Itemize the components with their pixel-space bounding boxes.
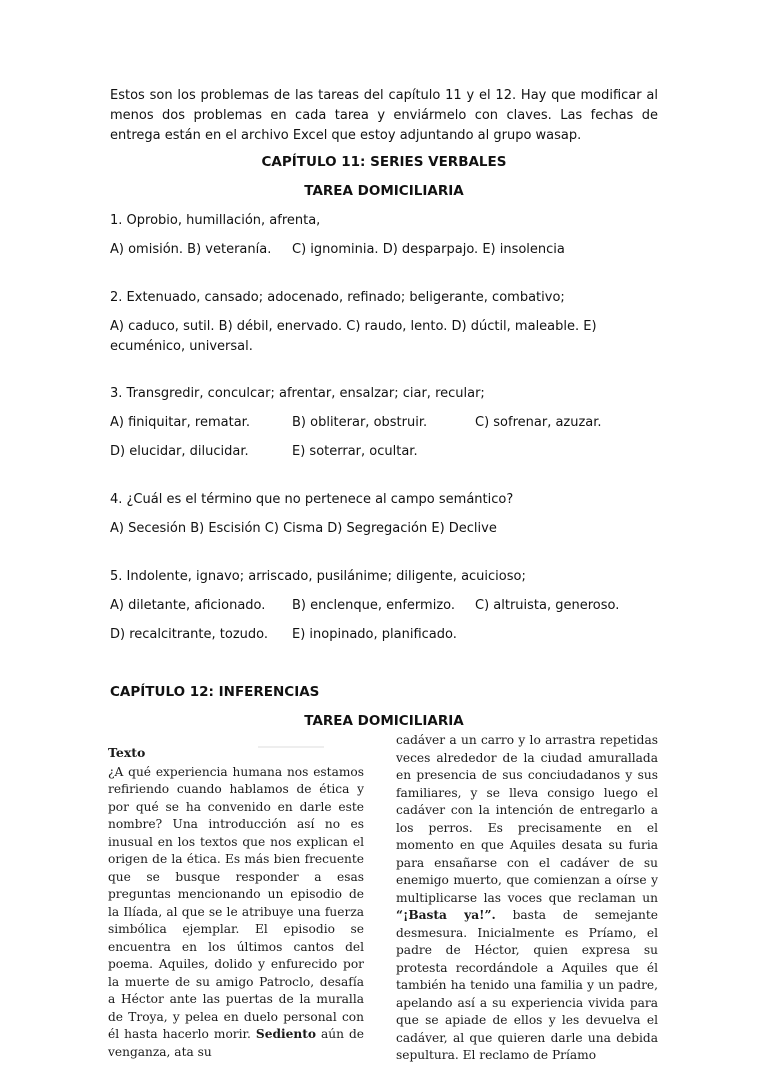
scan-left-text-a: ¿A qué experiencia humana nos estamos refiriendo cuando hablamos de ética y por qué se ha convenido en darle este nombre? Una introducción así no es inusual en los textos que nos explican el origen de la ética. Es más bien frecuente que se busque responder a esas preguntas mencionando un episodio de la Ilíada, al que se le atribuye una fuerza simbólica ejemplar. El episodio se encuentra en los últimos cantos del poema. Aquiles, dolido y enfurecido por la muerte de su amigo Patroclo, desafía a Héctor ante las puertas de la muralla de Troya, y pelea en duelo personal con él hasta hacerlo morir.	[108, 764, 364, 1041]
q3-option-a: A) finiquitar, rematar.	[110, 415, 250, 430]
q5-option-e: E) inopinado, planificado.	[292, 627, 457, 642]
scanned-text-left-column	[108, 744, 364, 1059]
chapter11-title: CAPÍTULO 11: SERIES VERBALES	[261, 154, 507, 170]
question-2: 2. Extenuado, cansado; adocenado, refinado; beligerante, combativo;	[110, 290, 565, 305]
q3-option-c: C) sofrenar, azuzar.	[475, 415, 602, 430]
q3-option-b: B) obliterar, obstruir.	[292, 415, 428, 430]
q5-option-d: D) recalcitrante, tozudo.	[110, 627, 268, 642]
scan-right-text-b: basta de semejante desmesura. Inicialmente es Príamo, el padre de Héctor, quien expresa su protesta recordándole a Aquiles que él también ha tenido una familia y un padre, apelando así a su experiencia vivida para que se apiade de ellos y les devuelva el cadáver, al que quieren darle una debida sepultura. El reclamo de Príamo	[396, 908, 658, 1062]
scan-right-bold: “¡Basta ya!”.	[396, 908, 496, 922]
scan-right-text-a: cadáver a un carro y lo arrastra repetidas veces alrededor de la ciudad amurallada en presencia de sus conciudadanos y sus familiares, y se lleva consigo luego el cadáver con la intención de entregarlo a los perros. Es precisamente en el momento en que Aquiles desata su furia para ensañarse con el cadáver de su enemigo muerto, que comienzan a oírse y multiplicarse las voces que reclaman un	[396, 733, 658, 905]
scan-left-text-b: aún de venganza, ata su	[108, 1027, 364, 1059]
intro-paragraph: Estos son los problemas de las tareas del capítulo 11 y el 12. Hay que modificar al menos dos problemas en cada tarea y enviármelo con claves. Las fechas de entrega están en el archivo Excel que estoy adjuntando al grupo wasap.	[110, 88, 658, 143]
q3-option-d: D) elucidar, dilucidar.	[110, 444, 249, 459]
scan-right-paragraph	[396, 732, 658, 1065]
scan-label: Texto	[108, 745, 146, 760]
q1-options-b: C) ignominia. D) desparpajo. E) insolencia	[292, 242, 565, 257]
question-5: 5. Indolente, ignavo; arriscado, pusilánime; diligente, acuicioso;	[110, 569, 526, 584]
scanned-text-right-column	[396, 732, 658, 1062]
question-4: 4. ¿Cuál es el término que no pertenece al campo semántico?	[110, 492, 514, 507]
chapter11-subtitle: TAREA DOMICILIARIA	[304, 183, 464, 199]
q5-option-a: A) diletante, aficionado.	[110, 598, 266, 613]
scan-left-paragraph	[108, 764, 364, 1062]
q1-options-a: A) omisión. B) veteranía.	[110, 242, 272, 257]
q5-option-b: B) enclenque, enfermizo.	[292, 598, 455, 613]
question-3: 3. Transgredir, conculcar; afrentar, ensalzar; ciar, recular;	[110, 386, 485, 401]
q3-option-e: E) soterrar, ocultar.	[292, 444, 418, 459]
question-1: 1. Oprobio, humillación, afrenta,	[110, 213, 321, 228]
chapter12-title: CAPÍTULO 12: INFERENCIAS	[110, 684, 320, 700]
q5-option-c: C) altruista, generoso.	[475, 598, 620, 613]
chapter12-subtitle: TAREA DOMICILIARIA	[304, 713, 464, 729]
q2-options: A) caduco, sutil. B) débil, enervado. C) raudo, lento. D) dúctil, maleable. E) ecuménico, universal.	[110, 319, 597, 354]
scan-left-bold: Sediento	[255, 1027, 316, 1041]
q4-options: A) Secesión B) Escisión C) Cisma D) Segregación E) Declive	[110, 521, 497, 536]
